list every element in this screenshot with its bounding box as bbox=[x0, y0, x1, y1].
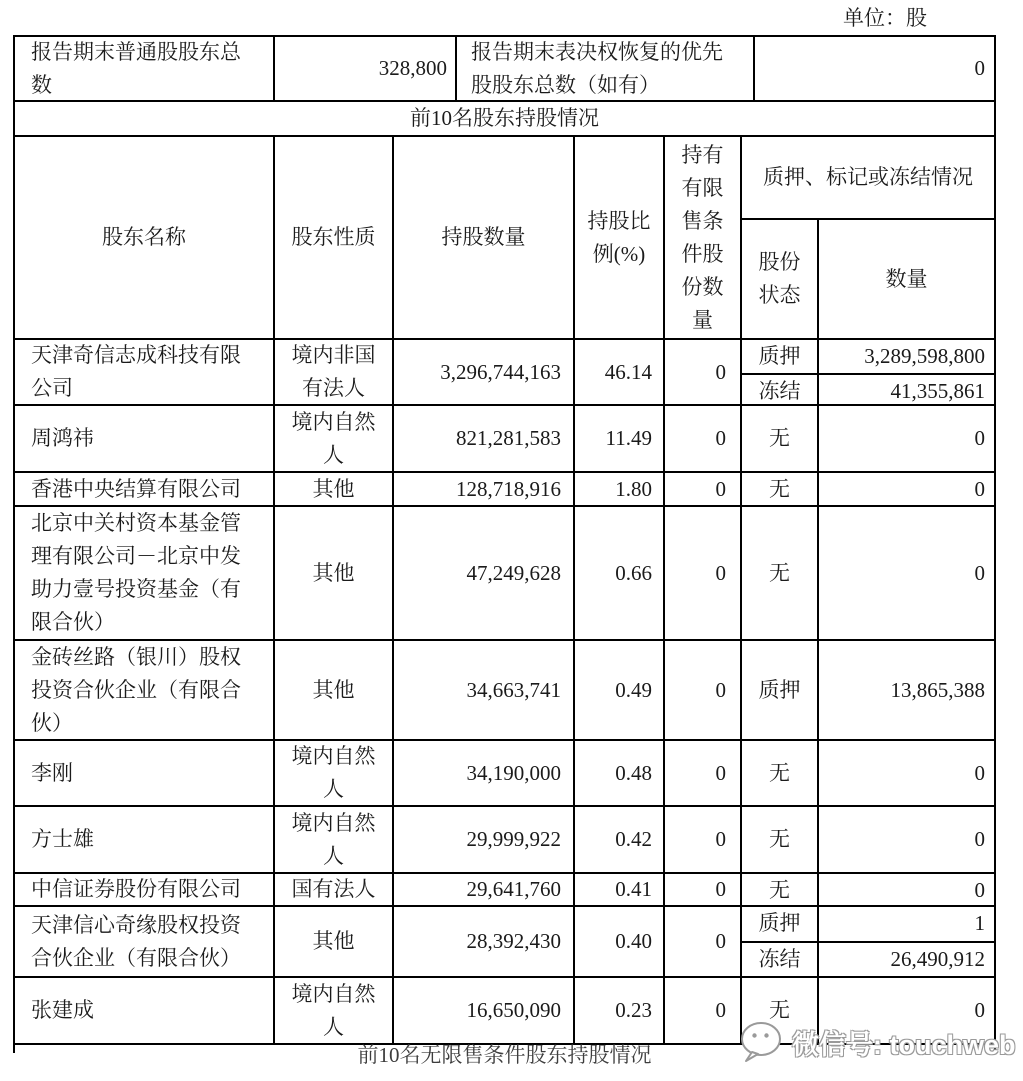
shareholding-ratio: 1.80 bbox=[575, 473, 665, 505]
pledge-row bbox=[742, 375, 994, 408]
pledge-row bbox=[742, 340, 994, 375]
shares-held: 3,296,744,163 bbox=[394, 340, 575, 404]
shareholder-nature: 其他 bbox=[275, 507, 394, 639]
shareholding-ratio: 0.66 bbox=[575, 507, 665, 639]
shares-held: 29,641,760 bbox=[394, 874, 575, 905]
ordinary-shareholders-label: 报告期末普通股股东总数 bbox=[15, 37, 275, 100]
pledge-status: 无 bbox=[742, 406, 819, 471]
pledge-row bbox=[742, 943, 994, 977]
pledge-row bbox=[742, 907, 994, 943]
pledge-quantity: 1 bbox=[974, 911, 985, 936]
pledge-group bbox=[742, 406, 994, 471]
shares-held: 821,281,583 bbox=[394, 406, 575, 471]
shareholder-nature: 境内自然人 bbox=[275, 807, 394, 872]
pledge-row bbox=[742, 473, 994, 506]
pledge-quantity: 13,865,388 bbox=[890, 677, 985, 702]
shareholding-ratio: 0.42 bbox=[575, 807, 665, 872]
shareholder-nature: 境内非国有法人 bbox=[275, 340, 394, 404]
shareholders-table bbox=[13, 35, 996, 1045]
shareholder-nature: 其他 bbox=[275, 907, 394, 976]
restricted-shares: 0 bbox=[665, 907, 742, 976]
shareholder-row bbox=[15, 507, 994, 641]
restricted-shares: 0 bbox=[665, 406, 742, 471]
pledge-status: 冻结 bbox=[742, 375, 819, 408]
table-body bbox=[15, 340, 994, 1045]
header-pledge-group bbox=[742, 137, 994, 338]
restricted-shares: 0 bbox=[665, 741, 742, 805]
shareholding-ratio: 0.40 bbox=[575, 907, 665, 976]
shares-held: 128,718,916 bbox=[394, 473, 575, 505]
shareholding-ratio: 0.48 bbox=[575, 741, 665, 805]
header-shareholder-nature: 股东性质 bbox=[275, 137, 394, 338]
watermark-text: 微信号: touchweb bbox=[792, 1029, 1016, 1060]
shareholder-name: 金砖丝路（银川）股权投资合伙企业（有限合伙） bbox=[15, 641, 275, 739]
shareholding-ratio: 0.49 bbox=[575, 641, 665, 739]
shareholder-name: 中信证券股份有限公司 bbox=[15, 874, 275, 905]
shareholder-name: 李刚 bbox=[15, 741, 275, 805]
pledge-quantity: 0 bbox=[974, 827, 985, 851]
pledge-quantity: 26,490,912 bbox=[890, 946, 985, 971]
pledge-group bbox=[742, 807, 994, 872]
pledge-row bbox=[742, 807, 994, 872]
shareholder-row bbox=[15, 874, 994, 907]
shares-held: 28,392,430 bbox=[394, 907, 575, 976]
summary-row bbox=[15, 37, 994, 102]
pledge-group bbox=[742, 473, 994, 505]
pledge-group bbox=[742, 741, 994, 805]
shareholder-name: 张建成 bbox=[15, 978, 275, 1043]
header-restricted-shares: 持有有限售条件股份数量 bbox=[665, 137, 742, 338]
restricted-shares: 0 bbox=[665, 473, 742, 505]
pledge-row bbox=[742, 741, 994, 805]
shareholder-row bbox=[15, 473, 994, 507]
pledge-quantity: 0 bbox=[974, 878, 985, 902]
wechat-icon bbox=[738, 1019, 786, 1065]
shareholder-name: 周鸿祎 bbox=[15, 406, 275, 471]
pledge-status: 质押 bbox=[742, 641, 819, 739]
shareholder-row bbox=[15, 741, 994, 807]
next-section-title: 前10名无限售条件股东持股情况 bbox=[357, 1043, 652, 1067]
pledge-quantity: 0 bbox=[974, 760, 985, 785]
shares-held: 16,650,090 bbox=[394, 978, 575, 1043]
restricted-shares: 0 bbox=[665, 978, 742, 1043]
shareholder-nature: 境内自然人 bbox=[275, 978, 394, 1043]
header-shareholder-name: 股东名称 bbox=[15, 137, 275, 338]
shareholding-ratio: 46.14 bbox=[575, 340, 665, 404]
pledge-quantity: 3,289,598,800 bbox=[864, 344, 985, 368]
pledge-status: 质押 bbox=[742, 907, 819, 941]
pledge-status: 质押 bbox=[742, 340, 819, 373]
shares-held: 34,190,000 bbox=[394, 741, 575, 805]
pledge-quantity: 0 bbox=[974, 560, 985, 585]
pledge-row bbox=[742, 406, 994, 471]
shareholder-nature: 境内自然人 bbox=[275, 406, 394, 471]
pledge-status: 无 bbox=[742, 874, 819, 907]
shareholder-nature: 境内自然人 bbox=[275, 741, 394, 805]
shares-held: 34,663,741 bbox=[394, 641, 575, 739]
pledge-row bbox=[742, 507, 994, 639]
header-pledge-qty: 数量 bbox=[885, 266, 928, 291]
header-shares-held: 持股数量 bbox=[394, 137, 575, 338]
restricted-shares: 0 bbox=[665, 807, 742, 872]
pledge-group bbox=[742, 641, 994, 739]
ordinary-shareholders-value: 328,800 bbox=[275, 37, 457, 100]
preferred-shareholders-label: 报告期末表决权恢复的优先股股东总数（如有） bbox=[457, 37, 755, 100]
shareholding-ratio: 0.41 bbox=[575, 874, 665, 905]
pledge-group bbox=[742, 340, 994, 404]
pledge-group bbox=[742, 507, 994, 639]
shareholder-row bbox=[15, 907, 994, 978]
restricted-shares: 0 bbox=[665, 340, 742, 404]
pledge-status: 无 bbox=[742, 741, 819, 805]
shareholder-name: 天津信心奇缘股权投资合伙企业（有限合伙） bbox=[15, 907, 275, 976]
pledge-status: 无 bbox=[742, 473, 819, 506]
shareholder-row bbox=[15, 406, 994, 473]
pledge-row bbox=[742, 874, 994, 907]
pledge-status: 无 bbox=[742, 507, 819, 639]
shareholder-name: 北京中关村资本基金管理有限公司－北京中发助力壹号投资基金（有限合伙） bbox=[15, 507, 275, 639]
shareholding-ratio: 0.23 bbox=[575, 978, 665, 1043]
pledge-status: 冻结 bbox=[742, 943, 819, 977]
pledge-quantity: 41,355,861 bbox=[890, 379, 985, 403]
shareholder-name: 天津奇信志成科技有限公司 bbox=[15, 340, 275, 404]
shareholder-name: 方士雄 bbox=[15, 807, 275, 872]
restricted-shares: 0 bbox=[665, 641, 742, 739]
restricted-shares: 0 bbox=[665, 507, 742, 639]
shareholder-nature: 其他 bbox=[275, 641, 394, 739]
pledge-group bbox=[742, 874, 994, 905]
shareholder-row bbox=[15, 807, 994, 874]
shareholder-nature: 国有法人 bbox=[275, 874, 394, 905]
pledge-group bbox=[742, 907, 994, 976]
shareholder-row bbox=[15, 340, 994, 406]
shares-held: 47,249,628 bbox=[394, 507, 575, 639]
shareholding-ratio: 11.49 bbox=[575, 406, 665, 471]
header-pledge-status: 股份状态 bbox=[742, 220, 819, 338]
watermark bbox=[738, 1016, 1018, 1068]
shareholder-row bbox=[15, 641, 994, 741]
table-header-row bbox=[15, 137, 994, 340]
pledge-quantity: 0 bbox=[974, 477, 985, 501]
header-pledge-title: 质押、标记或冻结情况 bbox=[742, 137, 994, 220]
section-title: 前10名股东持股情况 bbox=[15, 102, 994, 137]
header-shareholding-ratio: 持股比例(%) bbox=[575, 137, 665, 338]
restricted-shares: 0 bbox=[665, 874, 742, 905]
unit-label: 单位：股 bbox=[843, 6, 927, 30]
shareholder-name: 香港中央结算有限公司 bbox=[15, 473, 275, 505]
pledge-status: 无 bbox=[742, 807, 819, 872]
preferred-shareholders-value: 0 bbox=[974, 56, 985, 80]
pledge-status: 无 bbox=[742, 978, 819, 1043]
shareholder-nature: 其他 bbox=[275, 473, 394, 505]
shares-held: 29,999,922 bbox=[394, 807, 575, 872]
pledge-quantity: 0 bbox=[974, 426, 985, 450]
pledge-row bbox=[742, 641, 994, 739]
pledge-quantity: 0 bbox=[974, 998, 985, 1022]
